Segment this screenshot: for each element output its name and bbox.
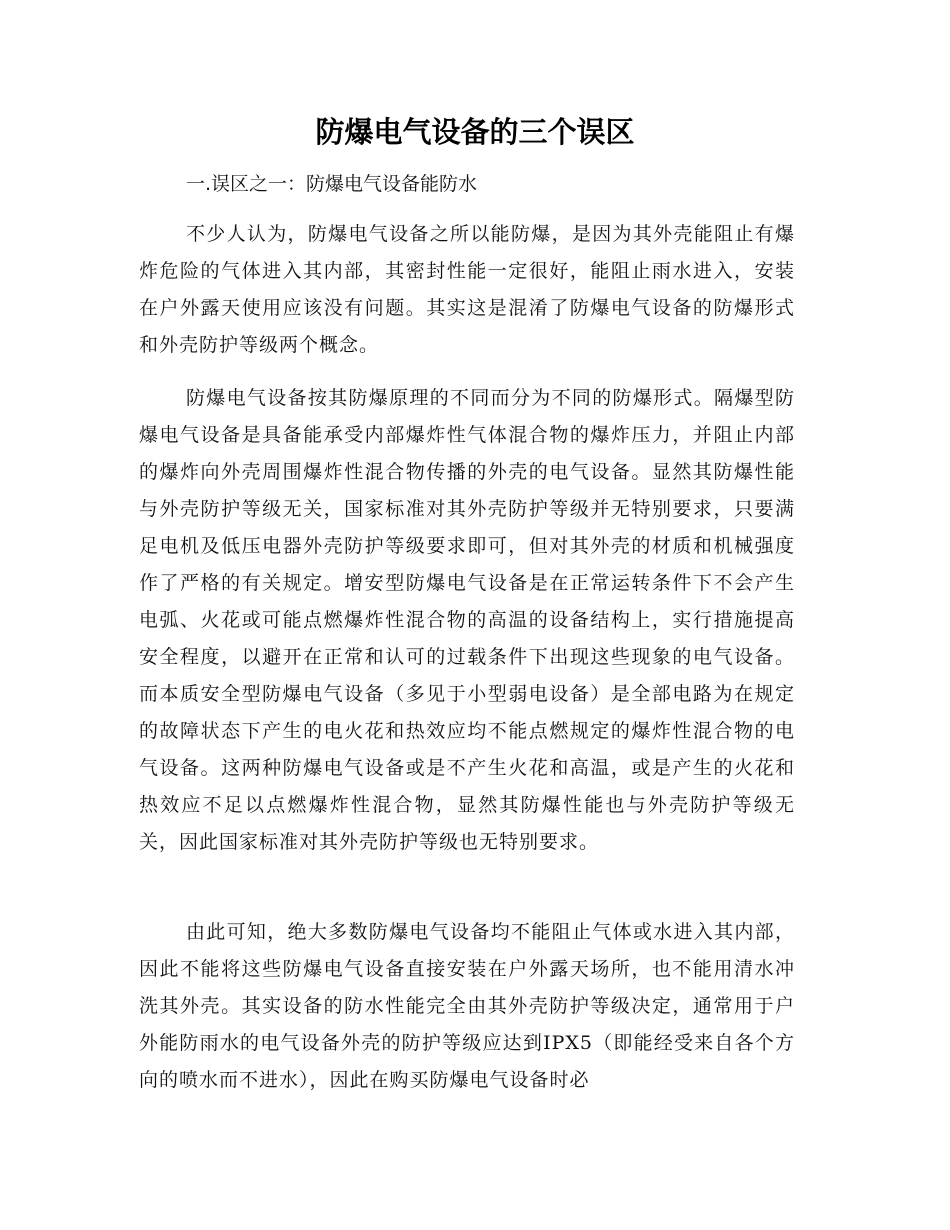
paragraph-3: 由此可知，绝大多数防爆电气设备均不能阻止气体或水进入其内部，因此不能将这些防爆电气设备直接安装在户外露天场所，也不能用清水冲洗其外壳。其实设备的防水性能完全由其外壳防护等级决定，通常用于户外能防雨水的电气设备外壳的防护等级应达到IPX5（即能经受来自各个方向的喷水而不进水），因此在购买防爆电气设备时必: [139, 921, 795, 1091]
paragraph-1: 不少人认为，防爆电气设备之所以能防爆，是因为其外壳能阻止有爆炸危险的气体进入其内部，其密封性能一定很好，能阻止雨水进入，安装在户外露天使用应该没有问题。其实这是混淆了防爆电气设备的防爆形式和外壳防护等级两个概念。: [139, 223, 795, 356]
document-title: 防爆电气设备的三个误区: [315, 115, 635, 149]
paragraph-2: 防爆电气设备按其防爆原理的不同而分为不同的防爆形式。隔爆型防爆电气设备是具备能承受内部爆炸性气体混合物的爆炸压力，并阻止内部的爆炸向外壳周围爆炸性混合物传播的外壳的电气设备。显然其防爆性能与外壳防护等级无关，国家标准对其外壳防护等级并无特别要求，只要满足电机及低压电器外壳防护等级要求即可，但对其外壳的材质和机械强度作了严格的有关规定。增安型防爆电气设备是在正常运转条件下不会产生电弧、火花或可能点燃爆炸性混合物的高温的设备结构上，实行措施提高安全程度，以避开在正常和认可的过载条件下出现这些现象的电气设备。而本质安全型防爆电气设备（多见于小型弱电设备）是全部电路为在规定的故障状态下产生的电火花和热效应均不能点燃规定的爆炸性混合物的电气设备。这两种防爆电气设备或是不产生火花和高温，或是产生的火花和热效应不足以点燃爆炸性混合物，显然其防爆性能也与外壳防护等级无关，因此国家标准对其外壳防护等级也无特别要求。: [139, 387, 795, 853]
section-heading: 一.误区之一：防爆电气设备能防水: [186, 173, 478, 195]
